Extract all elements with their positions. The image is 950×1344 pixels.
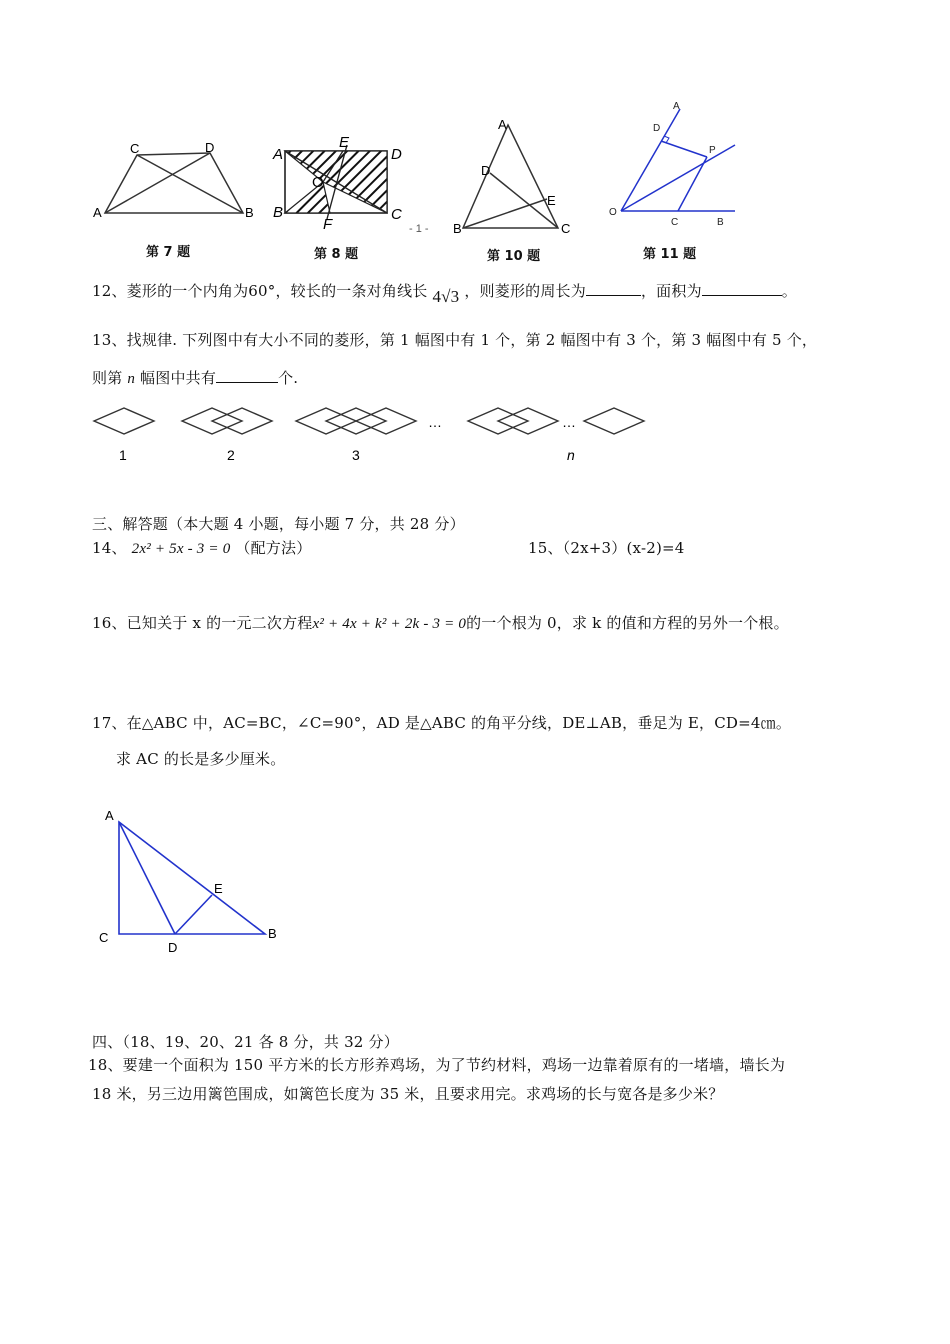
figure-10	[453, 117, 570, 236]
figure-7	[93, 140, 254, 220]
q14-method: （配方法）	[235, 539, 312, 557]
question-16	[92, 612, 789, 633]
rhombus-pattern	[88, 403, 648, 467]
figure-8	[272, 134, 402, 233]
q14-number: 14、	[92, 539, 127, 557]
fig10-label-C: C	[561, 221, 571, 236]
fig8-label-D: D	[391, 146, 402, 163]
q13-line2-prefix: 则第	[92, 369, 123, 387]
fig11-label-P: P	[709, 145, 716, 156]
pattern-label-1: 1	[119, 447, 127, 463]
figure-11	[609, 101, 735, 228]
fig7-label-B: B	[245, 205, 254, 220]
fig8-label-A: A	[273, 146, 284, 163]
figure-17	[95, 800, 295, 960]
pattern-ellipsis-2: …	[562, 414, 576, 430]
q16-suffix: 的一个根为 0，求 k 的值和方程的另外一个根。	[466, 614, 789, 632]
pattern-label-2: 2	[227, 447, 235, 463]
pattern-label-n: n	[567, 447, 575, 463]
fig7-label-C: C	[130, 141, 140, 156]
q16-prefix: 16、已知关于 x 的一元二次方程	[92, 614, 313, 632]
fig8-label-C: C	[391, 206, 402, 223]
fig8-label-E: E	[339, 134, 350, 151]
q12-end: 。	[781, 282, 797, 300]
q13-answer-blank[interactable]	[216, 370, 278, 383]
fig17-label-D: D	[168, 940, 178, 955]
fig10-label-A: A	[498, 117, 507, 132]
question-14	[92, 537, 311, 558]
fig11-label-D: D	[653, 123, 661, 134]
fig11-label-B: B	[717, 217, 724, 228]
q13-line2-mid: 幅图中共有	[140, 369, 217, 387]
q16-equation: x² + 4x + k² + 2k - 3 = 0	[312, 616, 467, 632]
question-13-line2	[92, 367, 298, 388]
question-18-line2: 18 米，另三边用篱笆围成，如篱笆长度为 35 米，且要求用完。求鸡场的长与宽各是多少米？	[92, 1085, 724, 1103]
fig11-label-C: C	[671, 217, 679, 228]
question-17-line2: 求 AC 的长是多少厘米。	[116, 750, 286, 768]
fig7-label-A: A	[93, 205, 102, 220]
pattern-ellipsis-1: …	[428, 414, 442, 430]
fig11-label-A: A	[673, 101, 680, 112]
q13-line2-end: 个.	[278, 369, 299, 387]
section-3-title: 三、解答题（本大题 4 小题，每小题 7 分，共 28 分）	[92, 515, 465, 533]
q12-prefix: 12、菱形的一个内角为60°，较长的一条对角线长	[92, 282, 428, 300]
fig17-label-B: B	[268, 926, 277, 941]
page-marker: - 1 -	[409, 223, 429, 235]
q12-radical: 4√3	[432, 287, 460, 306]
question-12	[92, 280, 797, 306]
fig10-label-B: B	[453, 221, 462, 236]
question-18-line1: 18、要建一个面积为 150 平方米的长方形养鸡场，为了节约材料，鸡场一边靠着原有的一堵墙，墙长为	[88, 1056, 786, 1074]
q14-equation: 2x² + 5x - 3 = 0	[131, 541, 231, 557]
fig8-caption: 第 8 题	[314, 247, 359, 262]
fig10-label-D: D	[481, 163, 491, 178]
fig8-label-B: B	[273, 204, 284, 221]
fig17-label-C: C	[99, 930, 109, 945]
fig17-label-E: E	[214, 881, 223, 896]
q12-perimeter-blank[interactable]	[586, 283, 641, 296]
fig11-label-O: O	[609, 207, 617, 218]
fig10-label-E: E	[547, 193, 556, 208]
fig7-caption: 第 7 题	[146, 245, 191, 260]
q13-n: n	[127, 371, 136, 387]
fig7-label-D: D	[205, 140, 215, 155]
question-17-line1: 17、在△ABC 中，AC=BC，∠C=90°，AD 是△ABC 的角平分线，DE⊥AB，垂足为 E，CD=4㎝。	[92, 714, 792, 732]
question-13-line1: 13、找规律. 下列图中有大小不同的菱形，第 1 幅图中有 1 个，第 2 幅图中有 3 个，第 3 幅图中有 5 个，	[92, 331, 818, 349]
fig10-caption: 第 10 题	[487, 249, 541, 264]
question-15: 15、（2x+3）(x-2)=4	[528, 539, 685, 557]
fig11-caption: 第 11 题	[643, 247, 697, 262]
q12-middle: ，则菱形的周长为	[464, 282, 586, 300]
pattern-label-3: 3	[352, 447, 360, 463]
fig8-label-O: O	[312, 174, 324, 191]
q12-area-text: ，面积为	[640, 282, 702, 300]
fig8-label-F: F	[323, 216, 333, 233]
q12-area-blank[interactable]	[702, 283, 782, 296]
fig17-label-A: A	[105, 808, 114, 823]
section-4-title: 四、（18、19、20、21 各 8 分，共 32 分）	[92, 1033, 399, 1051]
